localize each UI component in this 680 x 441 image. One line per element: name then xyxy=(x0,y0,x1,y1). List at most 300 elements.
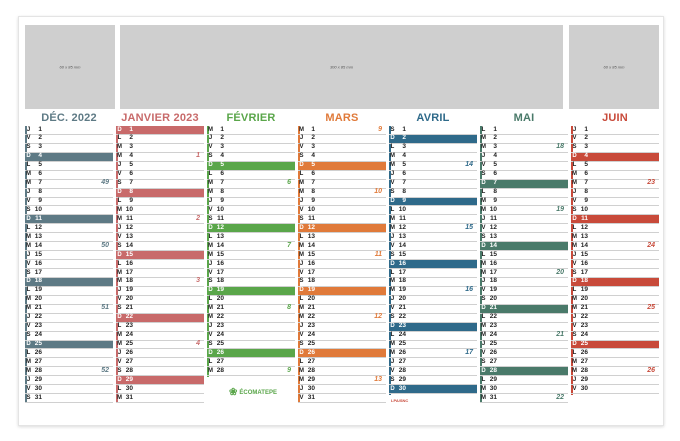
weekday-letter: V xyxy=(572,198,577,204)
month-column-feb xyxy=(207,110,295,376)
weekday-letter: J xyxy=(481,215,486,222)
weekday-letter: M xyxy=(299,180,304,187)
month-column-mar xyxy=(298,110,386,403)
day-number: 20 xyxy=(489,295,497,303)
week-number: 26 xyxy=(647,366,655,374)
day-number: 6 xyxy=(220,170,224,178)
weekday-letter: S xyxy=(117,180,122,187)
day-number: 21 xyxy=(489,304,497,312)
weekday-letter: V xyxy=(390,367,395,374)
day-number: 28 xyxy=(216,366,224,374)
weekday-letter: M xyxy=(208,314,213,321)
day-number: 1 xyxy=(493,125,497,133)
weekday-letter: S xyxy=(26,206,31,213)
weekday-letter: V xyxy=(208,206,213,213)
day-number: 28 xyxy=(489,366,497,374)
day-number: 13 xyxy=(398,232,406,240)
day-number: 18 xyxy=(580,277,588,285)
day-number: 29 xyxy=(34,375,42,383)
day-number: 30 xyxy=(34,384,42,392)
weekday-letter: S xyxy=(572,206,577,213)
weekday-letter: M xyxy=(117,206,122,213)
day-number: 18 xyxy=(398,277,406,285)
week-number: 24 xyxy=(647,241,655,249)
weekday-letter: M xyxy=(481,198,486,204)
weekday-letter: V xyxy=(572,323,577,330)
week-number: 9 xyxy=(378,125,382,133)
day-number: 11 xyxy=(581,214,588,222)
month-title: JUIN xyxy=(602,112,628,124)
day-number: 24 xyxy=(398,331,406,339)
weekday-letter: S xyxy=(481,296,486,303)
day-number: 5 xyxy=(38,161,42,169)
day-number: 1 xyxy=(129,125,133,133)
weekday-letter: M xyxy=(299,189,304,196)
day-number: 6 xyxy=(129,170,133,178)
day-number: 16 xyxy=(489,259,497,267)
week-number: 50 xyxy=(101,241,109,249)
day-row[interactable] xyxy=(571,385,659,394)
weekday-letter: L xyxy=(572,162,577,169)
weekday-letter: S xyxy=(481,358,486,365)
weekday-letter: V xyxy=(117,233,122,240)
weekday-letter: L xyxy=(299,233,304,240)
month-column-jan xyxy=(116,110,204,403)
photo-size-label: 60 x 85 mm xyxy=(603,64,625,70)
day-number: 4 xyxy=(402,152,406,160)
day-number: 21 xyxy=(34,304,42,312)
month-title: MAI xyxy=(513,112,535,124)
day-number: 5 xyxy=(402,161,406,169)
weekday-letter: J xyxy=(26,189,31,196)
weekday-letter: S xyxy=(117,367,122,374)
day-row[interactable] xyxy=(298,394,386,403)
day-number: 8 xyxy=(493,188,497,196)
week-number: 49 xyxy=(101,179,109,187)
day-number: 28 xyxy=(34,366,42,374)
day-number: 17 xyxy=(580,268,588,276)
day-number: 18 xyxy=(307,277,315,285)
weekday-letter: M xyxy=(390,162,395,169)
day-number: 26 xyxy=(34,348,42,356)
day-number: 24 xyxy=(125,331,133,339)
week-number: 10 xyxy=(374,188,382,196)
day-number: 23 xyxy=(34,322,42,330)
day-number: 13 xyxy=(34,232,42,240)
day-number: 15 xyxy=(580,250,588,258)
day-number: 12 xyxy=(398,223,406,231)
weekday-letter: L xyxy=(117,323,122,330)
weekday-letter: J xyxy=(26,251,31,258)
day-number: 5 xyxy=(129,161,133,169)
weekday-letter: D xyxy=(299,349,304,356)
weekday-letter: M xyxy=(481,269,486,276)
weekday-letter: L xyxy=(26,224,31,231)
day-number: 4 xyxy=(220,152,224,160)
day-number: 22 xyxy=(34,313,42,321)
day-number: 5 xyxy=(311,161,315,169)
week-number: 25 xyxy=(647,304,655,312)
weekday-letter: S xyxy=(299,153,304,160)
weekday-letter: J xyxy=(117,287,122,294)
day-number: 20 xyxy=(580,295,588,303)
weekday-letter: V xyxy=(208,332,213,339)
day-number: 19 xyxy=(34,286,42,294)
weekday-letter: S xyxy=(26,394,31,401)
weekday-letter: D xyxy=(572,341,577,347)
weekday-letter: M xyxy=(117,394,122,401)
week-number: 16 xyxy=(465,286,473,294)
weekday-letter: M xyxy=(299,376,304,383)
day-number: 31 xyxy=(125,393,133,401)
day-number: 21 xyxy=(307,304,315,312)
day-number: 8 xyxy=(311,188,315,196)
weekday-letter: M xyxy=(117,278,122,285)
day-number: 24 xyxy=(34,331,42,339)
weekday-letter: J xyxy=(299,323,304,330)
weekday-letter: M xyxy=(481,385,486,392)
week-number: 12 xyxy=(374,313,382,321)
weekday-letter: D xyxy=(390,198,395,204)
day-number: 9 xyxy=(38,197,42,204)
day-number: 25 xyxy=(398,340,406,347)
day-number: 7 xyxy=(38,179,42,187)
photo-placeholder-center xyxy=(120,25,563,109)
day-number: 2 xyxy=(38,134,42,142)
weekday-letter: D xyxy=(117,189,122,196)
day-number: 17 xyxy=(34,268,42,276)
day-number: 13 xyxy=(489,232,497,240)
day-number: 25 xyxy=(307,340,315,347)
day-number: 12 xyxy=(216,223,224,231)
weekday-letter: V xyxy=(208,269,213,276)
day-row[interactable] xyxy=(207,367,295,376)
weekday-letter: S xyxy=(390,376,395,383)
day-number: 24 xyxy=(307,331,315,339)
day-number: 6 xyxy=(493,170,497,178)
day-number: 19 xyxy=(398,286,406,294)
day-number: 9 xyxy=(493,197,497,204)
day-number: 19 xyxy=(580,286,588,294)
month-column-may xyxy=(480,110,568,403)
day-number: 25 xyxy=(34,340,42,347)
day-number: 15 xyxy=(216,250,224,258)
weekday-letter: D xyxy=(299,287,304,294)
weekday-letter: M xyxy=(208,126,213,133)
day-number: 25 xyxy=(489,340,497,347)
day-number: 25 xyxy=(216,340,224,347)
weekday-letter: S xyxy=(299,215,304,222)
weekday-letter: L xyxy=(208,296,213,303)
day-number: 29 xyxy=(398,375,406,383)
weekday-letter: V xyxy=(481,224,486,231)
weekday-letter: V xyxy=(299,206,304,213)
day-number: 21 xyxy=(398,304,406,312)
weekday-letter: D xyxy=(572,278,577,285)
weekday-letter: S xyxy=(481,233,486,240)
calendar-sheet xyxy=(18,16,664,426)
weekday-letter: L xyxy=(117,198,122,204)
day-number: 14 xyxy=(125,241,133,249)
day-number: 16 xyxy=(398,259,406,267)
day-number: 1 xyxy=(402,125,406,133)
weekday-letter: J xyxy=(572,189,577,196)
day-number: 9 xyxy=(402,197,406,204)
weekday-letter: V xyxy=(117,296,122,303)
weekday-letter: V xyxy=(299,269,304,276)
day-number: 19 xyxy=(216,286,224,294)
day-number: 30 xyxy=(489,384,497,392)
weekday-letter: V xyxy=(299,144,304,151)
weekday-letter: L xyxy=(208,171,213,178)
day-number: 2 xyxy=(311,134,315,142)
day-number: 7 xyxy=(493,179,497,187)
day-number: 30 xyxy=(398,384,406,392)
day-number: 11 xyxy=(217,214,224,222)
weekday-letter: D xyxy=(26,215,31,222)
day-number: 22 xyxy=(580,313,588,321)
day-number: 25 xyxy=(125,340,133,347)
day-number: 4 xyxy=(493,152,497,160)
day-number: 27 xyxy=(34,357,42,365)
day-number: 17 xyxy=(489,268,497,276)
weekday-letter: M xyxy=(208,251,213,258)
day-number: 3 xyxy=(311,143,315,151)
day-number: 27 xyxy=(216,357,224,365)
weekday-letter: J xyxy=(208,260,213,267)
day-number: 14 xyxy=(307,241,315,249)
weekday-letter: M xyxy=(299,126,304,133)
day-row[interactable] xyxy=(480,394,568,403)
day-number: 24 xyxy=(216,331,224,339)
day-number: 12 xyxy=(34,223,42,231)
weekday-letter: D xyxy=(117,376,122,383)
month-column-apr xyxy=(389,110,477,394)
day-number: 14 xyxy=(580,241,588,249)
weekday-letter: M xyxy=(26,233,31,240)
day-number: 13 xyxy=(125,232,133,240)
day-number: 10 xyxy=(307,205,315,213)
day-number: 1 xyxy=(584,125,588,133)
weekday-letter: M xyxy=(26,305,31,312)
weekday-letter: J xyxy=(26,314,31,321)
week-number: 13 xyxy=(374,375,382,383)
weekday-letter: D xyxy=(572,215,577,222)
day-number: 26 xyxy=(580,348,588,356)
day-number: 30 xyxy=(125,384,133,392)
weekday-letter: D xyxy=(117,314,122,321)
day-number: 27 xyxy=(580,357,588,365)
week-number: 21 xyxy=(556,331,564,339)
weekday-letter: D xyxy=(390,323,395,330)
weekday-letter: S xyxy=(26,332,31,339)
weekday-letter: J xyxy=(481,153,486,160)
weekday-letter: D xyxy=(481,305,486,312)
weekday-letter: M xyxy=(572,367,577,374)
day-number: 24 xyxy=(489,331,497,339)
week-number: 20 xyxy=(556,268,564,276)
weekday-letter: M xyxy=(26,358,31,365)
weekday-letter: S xyxy=(117,305,122,312)
weekday-letter: D xyxy=(299,162,304,169)
weekday-letter: V xyxy=(481,162,486,169)
day-number: 22 xyxy=(125,313,133,321)
weekday-letter: V xyxy=(390,242,395,249)
weekday-letter: M xyxy=(26,180,31,187)
weekday-letter: J xyxy=(299,135,304,142)
weekday-letter: D xyxy=(117,126,122,133)
weekday-letter: J xyxy=(390,171,395,178)
week-number: 2 xyxy=(196,214,200,222)
weekday-letter: L xyxy=(299,358,304,365)
weekday-letter: J xyxy=(572,314,577,321)
weekday-letter: S xyxy=(208,278,213,285)
weekday-letter: M xyxy=(26,367,31,374)
weekday-letter: M xyxy=(572,242,577,249)
day-number: 4 xyxy=(129,152,133,160)
weekday-letter: V xyxy=(572,260,577,267)
weekday-letter: D xyxy=(481,242,486,249)
weekday-letter: S xyxy=(299,341,304,347)
weekday-letter: D xyxy=(208,287,213,294)
photo-size-label: 300 x 85 mm xyxy=(329,64,354,70)
day-number: 29 xyxy=(125,375,133,383)
day-number: 22 xyxy=(307,313,315,321)
weekday-letter: M xyxy=(117,144,122,151)
weekday-letter: L xyxy=(390,332,395,339)
day-number: 16 xyxy=(216,259,224,267)
weekday-letter: V xyxy=(117,171,122,178)
weekday-letter: M xyxy=(26,242,31,249)
weekday-letter: M xyxy=(572,305,577,312)
day-number: 2 xyxy=(402,134,406,142)
day-number: 2 xyxy=(584,134,588,142)
weekday-letter: M xyxy=(572,233,577,240)
week-number: 23 xyxy=(647,179,655,187)
day-number: 17 xyxy=(125,268,133,276)
day-number: 8 xyxy=(129,188,133,196)
weekday-letter: M xyxy=(390,278,395,285)
day-number: 27 xyxy=(489,357,497,365)
weekday-letter: V xyxy=(481,349,486,356)
week-number: 22 xyxy=(556,393,564,401)
weekday-letter: L xyxy=(117,385,122,392)
day-number: 21 xyxy=(580,304,588,312)
photo-placeholder-left xyxy=(25,25,115,109)
logo-text: LPA/SNC xyxy=(391,398,409,403)
weekday-letter: D xyxy=(390,135,395,142)
weekday-letter: J xyxy=(208,323,213,330)
weekday-letter: M xyxy=(481,394,486,401)
day-number: 7 xyxy=(584,179,588,187)
weekday-letter: M xyxy=(481,260,486,267)
day-number: 3 xyxy=(38,143,42,151)
weekday-letter: J xyxy=(390,358,395,365)
day-number: 18 xyxy=(34,277,42,285)
weekday-letter: V xyxy=(26,385,31,392)
weekday-letter: D xyxy=(299,224,304,231)
day-number: 15 xyxy=(125,250,133,258)
day-number: 22 xyxy=(489,313,497,321)
day-number: 20 xyxy=(34,295,42,303)
weekday-letter: S xyxy=(299,278,304,285)
weekday-letter: M xyxy=(117,215,122,222)
weekday-letter: S xyxy=(26,144,31,151)
day-number: 2 xyxy=(220,134,224,142)
day-number: 7 xyxy=(402,179,406,187)
day-row[interactable] xyxy=(116,394,204,403)
day-number: 4 xyxy=(311,152,315,160)
weekday-letter: M xyxy=(299,251,304,258)
day-row[interactable] xyxy=(389,385,477,394)
weekday-letter: S xyxy=(481,171,486,178)
week-number: 7 xyxy=(287,241,291,249)
month-title: JANVIER 2023 xyxy=(121,112,199,124)
weekday-letter: D xyxy=(26,153,31,160)
day-number: 5 xyxy=(220,161,224,169)
lpa-logo xyxy=(391,398,408,403)
weekday-letter: V xyxy=(26,323,31,330)
day-number: 10 xyxy=(580,205,588,213)
weekday-letter: L xyxy=(572,224,577,231)
day-number: 13 xyxy=(216,232,224,240)
month-title: AVRIL xyxy=(416,112,450,124)
day-number: 23 xyxy=(398,322,406,330)
ecomatepe-logo: ❀ ÉCOMATEPE xyxy=(229,387,277,398)
day-number: 18 xyxy=(125,277,133,285)
day-number: 17 xyxy=(216,268,224,276)
day-number: 12 xyxy=(489,223,497,231)
day-number: 8 xyxy=(220,188,224,196)
week-number: 8 xyxy=(287,304,291,312)
weekday-letter: M xyxy=(299,367,304,374)
weekday-letter: D xyxy=(208,162,213,169)
day-number: 28 xyxy=(307,366,315,374)
weekday-letter: M xyxy=(208,189,213,196)
day-number: 20 xyxy=(216,295,224,303)
weekday-letter: J xyxy=(208,198,213,204)
day-number: 2 xyxy=(493,134,497,142)
day-number: 10 xyxy=(216,205,224,213)
weekday-letter: M xyxy=(26,296,31,303)
day-number: 26 xyxy=(216,348,224,356)
weekday-letter: J xyxy=(117,349,122,356)
day-number: 28 xyxy=(125,366,133,374)
weekday-letter: M xyxy=(572,296,577,303)
week-number: 14 xyxy=(465,161,473,169)
week-number: 11 xyxy=(374,250,382,258)
weekday-letter: M xyxy=(208,367,213,374)
week-number: 17 xyxy=(465,348,473,356)
weekday-letter: J xyxy=(208,135,213,142)
weekday-letter: V xyxy=(26,260,31,267)
day-number: 24 xyxy=(580,331,588,339)
weekday-letter: L xyxy=(26,162,31,169)
day-row[interactable] xyxy=(25,394,113,403)
weekday-letter: L xyxy=(390,144,395,151)
weekday-letter: J xyxy=(117,162,122,169)
weekday-letter: M xyxy=(26,171,31,178)
day-number: 20 xyxy=(398,295,406,303)
day-number: 26 xyxy=(489,348,497,356)
week-number: 4 xyxy=(196,340,200,347)
week-number: 19 xyxy=(556,205,564,213)
day-number: 17 xyxy=(307,268,315,276)
day-number: 9 xyxy=(220,197,224,204)
day-number: 3 xyxy=(129,143,133,151)
day-number: 16 xyxy=(34,259,42,267)
weekday-letter: L xyxy=(208,233,213,240)
